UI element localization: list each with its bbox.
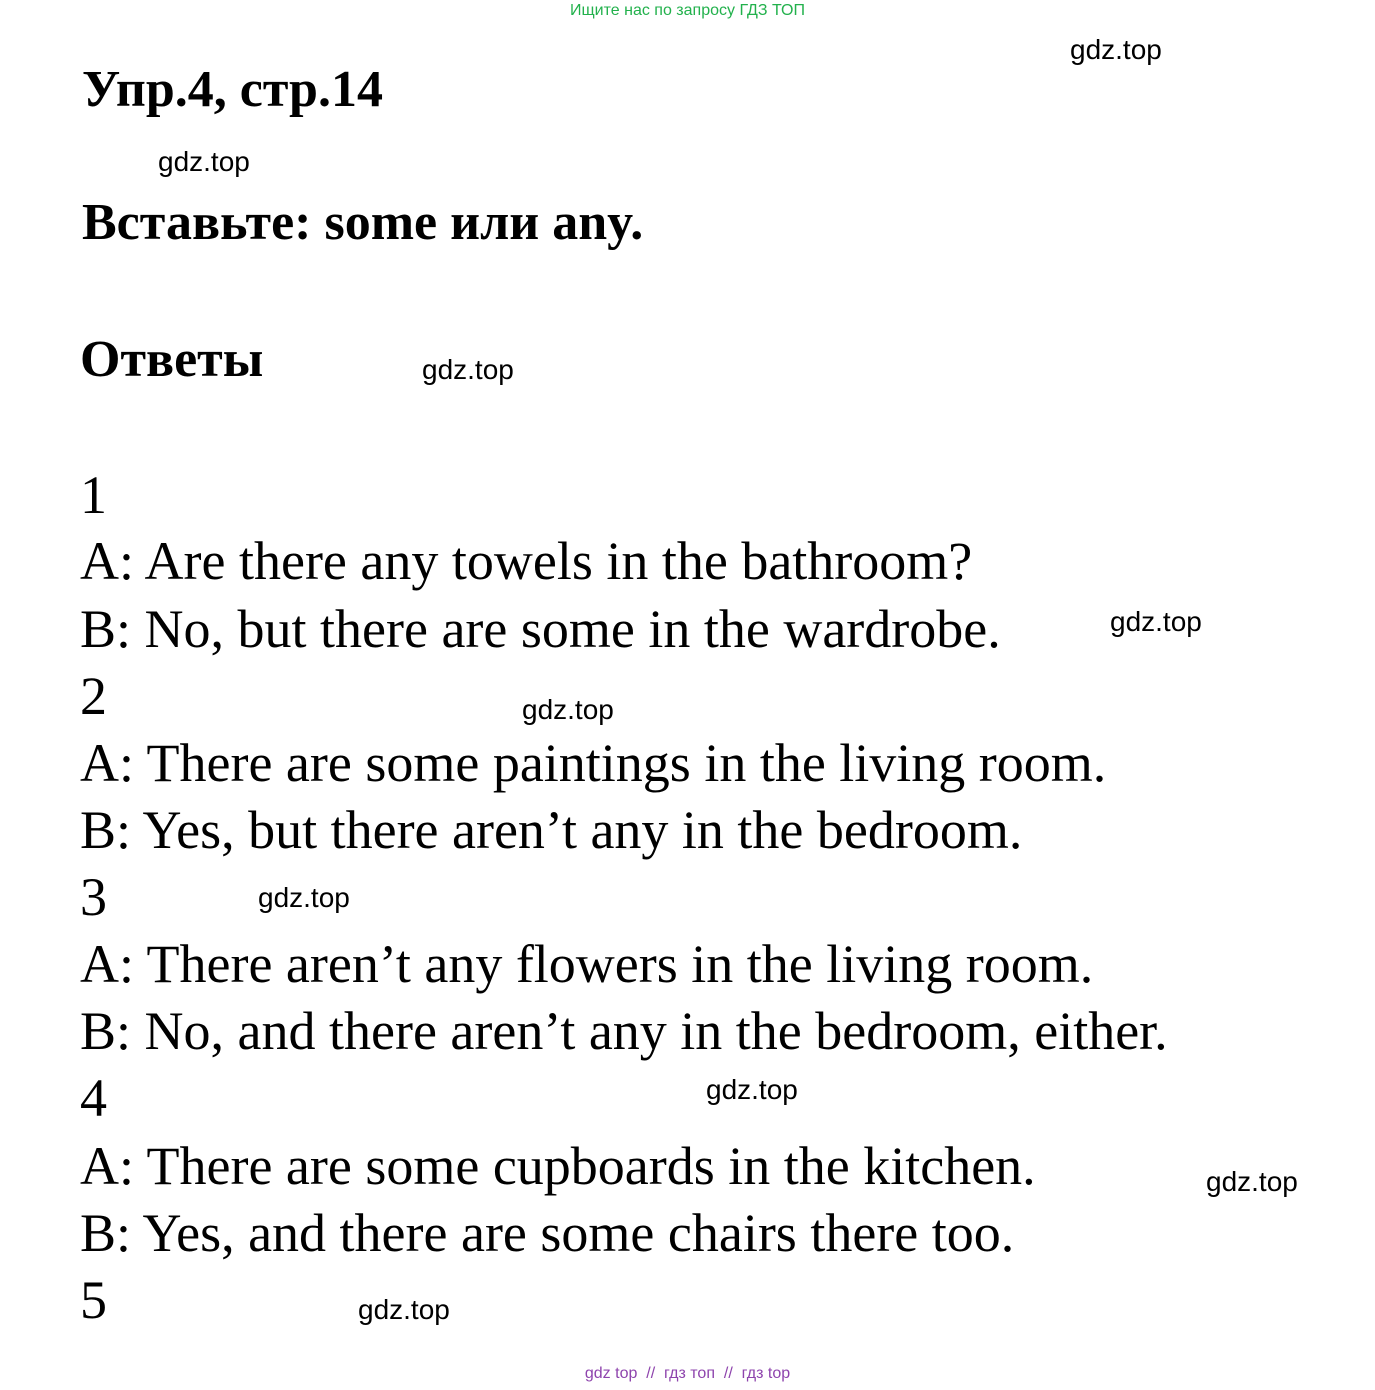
answer-number: 2 xyxy=(80,666,107,726)
answer-number: 5 xyxy=(80,1270,107,1330)
answer-line-a: A: There aren’t any flowers in the living room. xyxy=(80,934,1094,994)
answer-number: 3 xyxy=(80,867,107,927)
answer-line-b: B: Yes, but there aren’t any in the bedroom. xyxy=(80,800,1023,860)
answer-line-a: A: Are there any towels in the bathroom? xyxy=(80,531,973,591)
answer-line-a: A: There are some cupboards in the kitchen. xyxy=(80,1136,1036,1196)
answer-line-b: B: No, but there are some in the wardrobe. xyxy=(80,599,1001,659)
answers-heading: Ответы xyxy=(80,331,264,388)
footer-links: gdz top // гдз топ // гдз top xyxy=(584,1365,791,1382)
watermark: gdz.top xyxy=(706,1074,798,1105)
answer-number: 1 xyxy=(80,465,107,525)
watermark: gdz.top xyxy=(422,354,514,385)
watermark: gdz.top xyxy=(1206,1166,1298,1197)
watermark: gdz.top xyxy=(1110,606,1202,637)
answer-line-a: A: There are some paintings in the living room. xyxy=(80,733,1107,793)
top-banner: Ищите нас по запросу ГДЗ ТОП xyxy=(570,2,805,19)
watermark: gdz.top xyxy=(1070,34,1162,65)
answer-line-b: B: No, and there aren’t any in the bedroom, either. xyxy=(80,1001,1168,1061)
watermark: gdz.top xyxy=(522,694,614,725)
answer-line-b: B: Yes, and there are some chairs there too. xyxy=(80,1203,1015,1263)
watermark: gdz.top xyxy=(258,882,350,913)
watermark: gdz.top xyxy=(358,1294,450,1325)
instruction-text: Вставьте: some или any. xyxy=(82,194,644,251)
page-title: Упр.4, стр.14 xyxy=(82,61,383,118)
answer-number: 4 xyxy=(80,1068,107,1128)
watermark: gdz.top xyxy=(158,146,250,177)
